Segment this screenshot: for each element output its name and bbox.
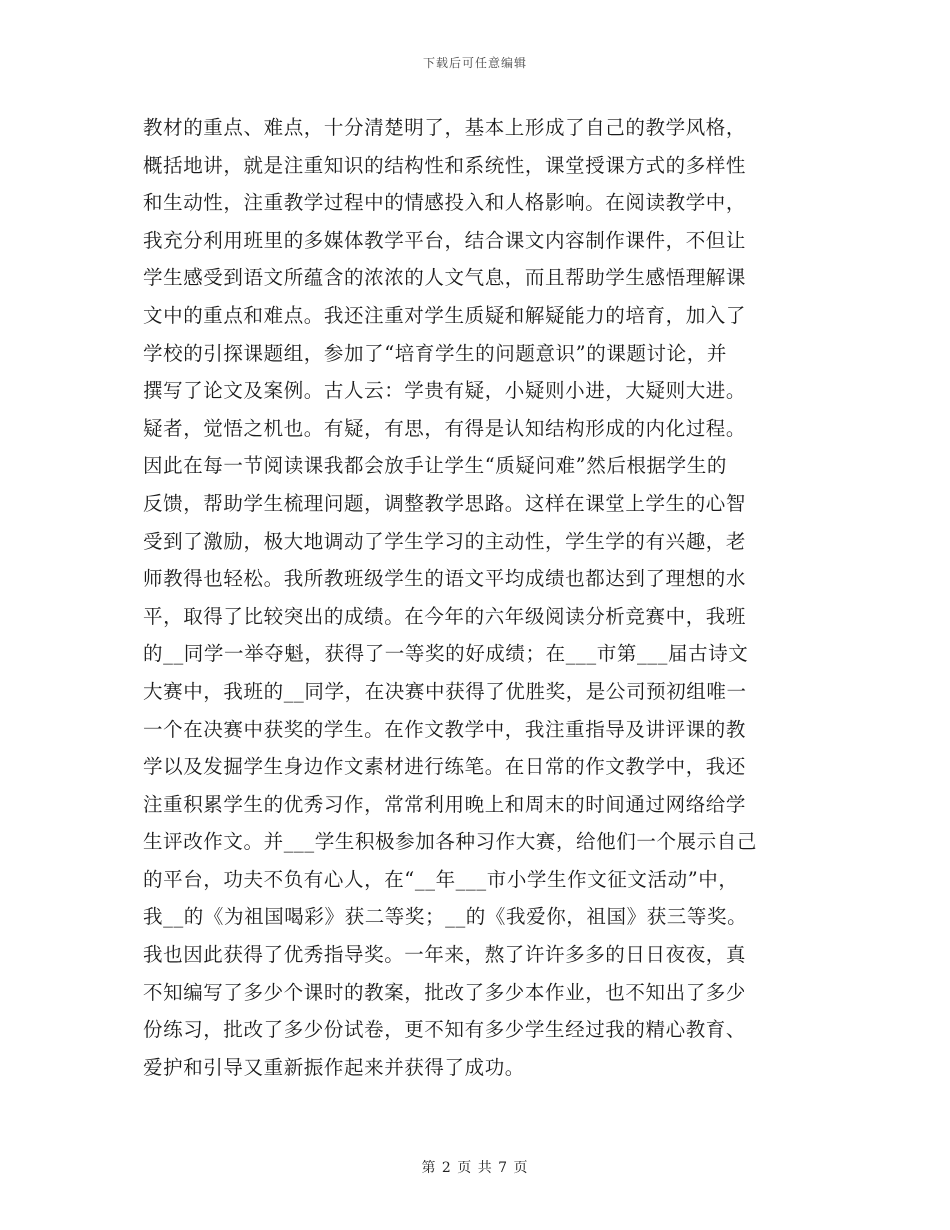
text-line: 我也因此获得了优秀指导奖。一年来，熬了许许多多的日日夜夜，真 xyxy=(143,943,747,967)
text-line: 疑者，觉悟之机也。有疑，有思，有得是认知结构形成的内化过程。 xyxy=(143,416,747,440)
text-line: 爱护和引导又重新振作起来并获得了成功。 xyxy=(143,1055,525,1079)
text-line: 学校的引探课题组，参加了“培育学生的问题意识”的课题讨论，并 xyxy=(143,341,727,365)
text-line: 大赛中，我班的__同学，在决赛中获得了优胜奖，是公司预初组唯一 xyxy=(143,679,747,703)
text-line: 学生感受到语文所蕴含的浓浓的人文气息，而且帮助学生感悟理解课 xyxy=(143,266,747,290)
text-line: 教材的重点、难点，十分清楚明了，基本上形成了自己的教学风格， xyxy=(143,116,747,139)
text-line: 师教得也轻松。我所教班级学生的语文平均成绩也都达到了理想的水 xyxy=(143,567,747,591)
text-line: 我充分利用班里的多媒体教学平台，结合课文内容制作课件，不但让 xyxy=(143,228,747,252)
text-line: 因此在每一节阅读课我都会放手让学生“质疑问难”然后根据学生的 xyxy=(143,454,727,478)
page-number-footer: 第 2 页 共 7 页 xyxy=(421,1160,529,1176)
text-line: 的平台，功夫不负有心人，在“__年___市小学生作文征文活动”中， xyxy=(143,867,739,891)
text-line: 文中的重点和难点。我还注重对学生质疑和解疑能力的培育，加入了 xyxy=(143,303,747,327)
text-line: 和生动性，注重教学过程中的情感投入和人格影响。在阅读教学中， xyxy=(143,191,747,215)
text-line: 不知编写了多少个课时的教案，批改了多少本作业，也不知出了多少 xyxy=(143,980,747,1004)
text-line: 反馈，帮助学生梳理问题，调整教学思路。这样在课堂上学生的心智 xyxy=(143,491,747,515)
text-line: 平，取得了比较突出的成绩。在今年的六年级阅读分析竞赛中，我班 xyxy=(143,604,747,628)
text-line: 概括地讲，就是注重知识的结构性和系统性，课堂授课方式的多样性 xyxy=(143,153,747,177)
text-line: 学以及发掘学生身边作文素材进行练笔。在日常的作文教学中，我还 xyxy=(143,755,747,779)
text-line: 一个在决赛中获奖的学生。在作文教学中，我注重指导及讲评课的教 xyxy=(143,717,747,741)
page-header: 下载后可任意编辑 xyxy=(422,56,527,70)
text-line: 的__同学一举夺魁，获得了一等奖的好成绩；在___市第___届古诗文 xyxy=(143,642,749,666)
text-line: 受到了激励，极大地调动了学生学习的主动性，学生学的有兴趣，老 xyxy=(143,529,747,553)
text-line: 撰写了论文及案例。古人云：学贵有疑，小疑则小进，大疑则大进。 xyxy=(143,379,747,403)
text-line: 份练习，批改了多少份试卷，更不知有多少学生经过我的精心教育、 xyxy=(143,1018,747,1042)
body-text xyxy=(143,109,823,1086)
text-line: 生评改作文。并___学生积极参加各种习作大赛，给他们一个展示自己 xyxy=(143,830,757,854)
text-line: 注重积累学生的优秀习作，常常利用晚上和周末的时间通过网络给学 xyxy=(143,792,747,816)
text-line: 我__的《为祖国喝彩》获二等奖；__的《我爱你，祖国》获三等奖。 xyxy=(143,905,748,929)
